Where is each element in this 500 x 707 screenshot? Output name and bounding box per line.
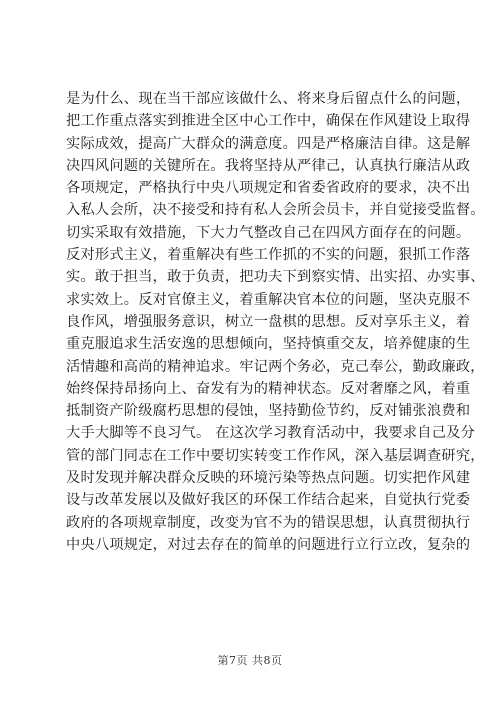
text-line: 是为什么、现在当干部应该做什么、将来身后留点什么的问题，	[66, 91, 471, 107]
text-line: 设与改革发展以及做好我区的环保工作结合起来，自觉执行党委	[66, 492, 471, 509]
text-line: 反对形式主义，着重解决有些工作抓的不实的问题，狠抓工作落	[66, 247, 471, 264]
text-line: 政府的各项规章制度，改变为官不为的错误思想，认真贯彻执行	[66, 514, 471, 531]
text-line: 及时发现并解决群众反映的环境污染等热点问题。切实把作风建	[66, 470, 471, 487]
text-line: 重克服追求生活安逸的思想倾向，坚持慎重交友，培养健康的生	[66, 336, 471, 353]
text-line: 求实效上。反对官僚主义，着重解决官本位的问题，坚决克服不	[66, 291, 471, 308]
text-line: 各项规定，严格执行中央八项规定和省委省政府的要求，决不出	[66, 180, 471, 197]
document-body	[66, 88, 485, 556]
text-line: 抵制资产阶级腐朽思想的侵蚀，坚持勤俭节约，反对铺张浪费和	[66, 403, 471, 420]
text-line: 把工作重点落实到推进全区中心工作中，确保在作风建设上取得	[66, 113, 471, 130]
text-line: 实。敢于担当，敢于负责，把功夫下到察实情、出实招、办实事、	[66, 269, 485, 286]
text-line: 管的部门同志在工作中要切实转变工作作风，深入基层调查研究，	[66, 447, 485, 464]
text-line: 切实采取有效措施，下大力气整改自己在四风方面存在的问题。	[66, 224, 471, 241]
page-number-footer: 第7页 共8页	[217, 654, 283, 667]
text-line: 大手大脚等不良习气。 在这次学习教育活动中，我要求自己及分	[66, 425, 476, 442]
text-line: 始终保持昂扬向上、奋发有为的精神状态。反对奢靡之风，着重	[66, 380, 471, 397]
text-line: 实际成效，提高广大群众的满意度。四是严格廉洁自律。这是解	[66, 135, 471, 152]
text-line: 入私人会所，决不接受和持有私人会所会员卡，并自觉接受监督。	[66, 202, 485, 219]
text-line: 中央八项规定，对过去存在的简单的问题进行立行立改，复杂的	[66, 536, 471, 553]
text-line: 活情趣和高尚的精神追求。牢记两个务必，克己奉公，勤政廉政，	[66, 358, 485, 375]
text-line: 决四风问题的关键所在。我将坚持从严律己，认真执行廉洁从政	[66, 157, 471, 174]
text-line: 良作风，增强服务意识，树立一盘棋的思想。反对享乐主义，着	[66, 313, 471, 330]
